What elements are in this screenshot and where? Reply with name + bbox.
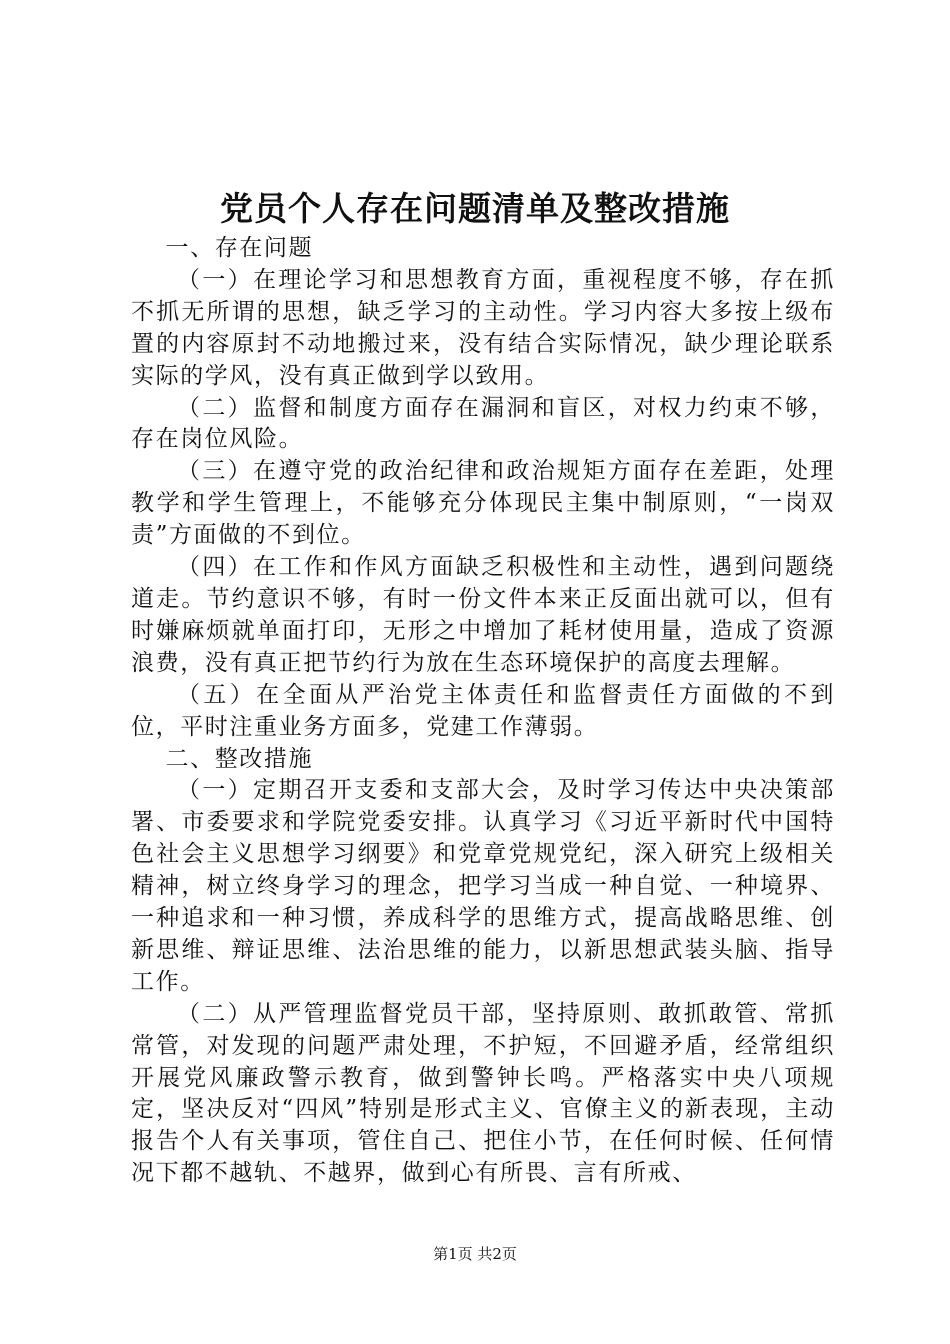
- paragraph: （三）在遵守党的政治纪律和政治规矩方面存在差距，处理教学和学生管理上，不能够充分体现民主集中制原则，“一岗双责”方面做的不到位。: [131, 458, 835, 549]
- section-heading-measures: 二、整改措施: [165, 745, 314, 772]
- paragraph: （四）在工作和作风方面缺乏积极性和主动性，遇到问题绕道走。节约意识不够，有时一份文件本来正反面出就可以，但有时嫌麻烦就单面打印，无形之中增加了耗材使用量，造成了资源浪费，没有真正把节约行为放在生态环境保护的高度去理解。: [131, 554, 835, 676]
- paragraph: （五）在全面从严治党主体责任和监督责任方面做的不到位，平时注重业务方面多，党建工作薄弱。: [131, 681, 835, 740]
- document-title: 党员个人存在问题清单及整改措施: [220, 189, 730, 228]
- document-body: [131, 233, 835, 1190]
- paragraph: （二）监督和制度方面存在漏洞和盲区，对权力约束不够，存在岗位风险。: [131, 394, 835, 453]
- paragraph: （一）定期召开支委和支部大会，及时学习传达中央决策部署、市委要求和学院党委安排。认真学习《习近平新时代中国特色社会主义思想学习纲要》和党章党规党纪，深入研究上级相关精神，树立终身学习的理念，把学习当成一种自觉、一种境界、一种追求和一种习惯，养成科学的思维方式，提高战略思维、创新思维、辩证思维、法治思维的能力，以新思想武装头脑、指导工作。: [131, 777, 835, 995]
- paragraph: （二）从严管理监督党员干部，坚持原则、敢抓敢管、常抓常管，对发现的问题严肃处理，不护短，不回避矛盾，经常组织开展党风廉政警示教育，做到警钟长鸣。严格落实中央八项规定，坚决反对“四风”特别是形式主义、官僚主义的新表现，主动报告个人有关事项，管住自己、把住小节，在任何时候、任何情况下都不越轨、不越界，做到心有所畏、言有所戒、: [131, 1000, 835, 1187]
- page-footer: 第1页 共2页: [433, 1245, 517, 1263]
- paragraph: （一）在理论学习和思想教育方面，重视程度不够，存在抓不抓无所谓的思想，缺乏学习的主动性。学习内容大多按上级布置的内容原封不动地搬过来，没有结合实际情况，缺少理论联系实际的学风，没有真正做到学以致用。: [131, 266, 835, 389]
- section-heading-problems: 一、存在问题: [165, 235, 314, 261]
